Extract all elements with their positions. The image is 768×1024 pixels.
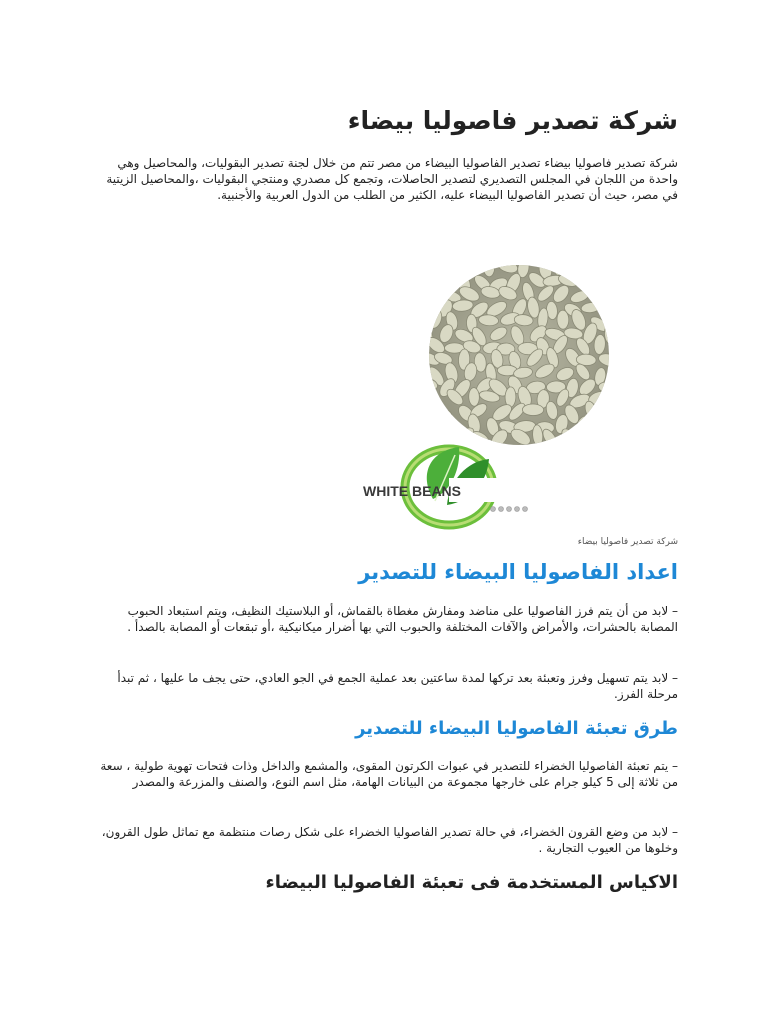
white-beans-logo (363, 447, 557, 525)
bean (424, 413, 448, 435)
bean (439, 270, 458, 293)
preparation-paragraph-2: – لابد يتم تسهيل وفرز وتعبئة بعد تركها لمدة ساعتين بعد عملية الجمع في الجو العادي، حتى يجف ما عليها ، ثم تبدأ مرحلة الفرز. (117, 671, 678, 701)
bean (483, 258, 495, 277)
bean (448, 256, 465, 280)
bean (600, 298, 618, 320)
bean (416, 401, 438, 425)
bean (420, 274, 433, 294)
logo-text: WHITE BEANS (363, 483, 461, 499)
preparation-paragraph-1: – لابد من أن يتم فرز الفاصوليا على مناضد ومفارش مغطاة بالقماش، أو البلاستيك النظيف، ويتم استبعاد الحبوب المصابة بالحشرات، والأمراض والآفات المختلفة والحبوب التي بها أضرار ميكانيكية ،أو تبقعات أو المصابة بالصدأ . (127, 604, 678, 634)
bean (426, 284, 450, 303)
bean (587, 417, 611, 436)
bean (436, 426, 450, 446)
bean (599, 428, 616, 450)
bean (594, 278, 616, 290)
bean (465, 257, 475, 278)
bean (581, 424, 594, 445)
bean (557, 310, 569, 329)
section-heading-packing: طرق تعبئة الفاصوليا البيضاء للتصدير (355, 718, 678, 739)
bean (416, 300, 438, 316)
bean (441, 420, 461, 436)
article-figure (363, 255, 639, 535)
bean (599, 404, 619, 418)
image-caption: شركة تصدير فاصوليا بيضاء (577, 537, 678, 547)
bean (522, 404, 543, 416)
bean (598, 381, 620, 395)
bean (586, 286, 606, 298)
intro-paragraph: شركة تصدير فاصوليا بيضاء تصدير الفاصوليا البيضاء من مصر تتم من خلال لجنة تصدير البقوليات، والمحاصيل وهي واحدة من اللجان في المجلس التصديري لتصدير الحاصلات، وتجمع كل مصدري ومنتجي البقوليات ،والمحاصيل الزيتية في مصر، حيث أن تصدير الفاصوليا البيضاء عليه، الكثير من الطلب من الدول العربية والأجنبية. (106, 156, 678, 202)
bean (468, 387, 479, 406)
bean (591, 260, 608, 282)
packing-paragraph-2: – لابد من وضع القرون الخضراء، في حالة تصدير الفاصوليا الخضراء على شكل رصات منتظمة مع تماثل طول القرون، وخلوها من العيوب التجارية . (101, 825, 678, 855)
bean (429, 259, 443, 279)
section-heading-preparation: اعداد الفاصوليا البيضاء للتصدير (358, 560, 678, 584)
bean (569, 257, 591, 278)
bean (433, 409, 452, 422)
bean (583, 274, 597, 296)
section-heading-bags: الاكياس المستخدمة فى تعبئة الفاصوليا البيضاء (265, 872, 678, 893)
packing-paragraph-1: – يتم تعبئة الفاصوليا الخضراء للتصدير في عبوات الكرتون المقوى، والمشمع والداخل وذات فتحات تهوية طولية ، سعة من ثلاثة إلى 5 كيلو جرام على خارجها مجموعة من البيانات الهامة، مثل اسم النوع، والصنف والمزرعة والمصدر (100, 759, 678, 789)
page-title: شركة تصدير فاصوليا بيضاء (347, 106, 678, 135)
white-beans-image (363, 255, 639, 535)
